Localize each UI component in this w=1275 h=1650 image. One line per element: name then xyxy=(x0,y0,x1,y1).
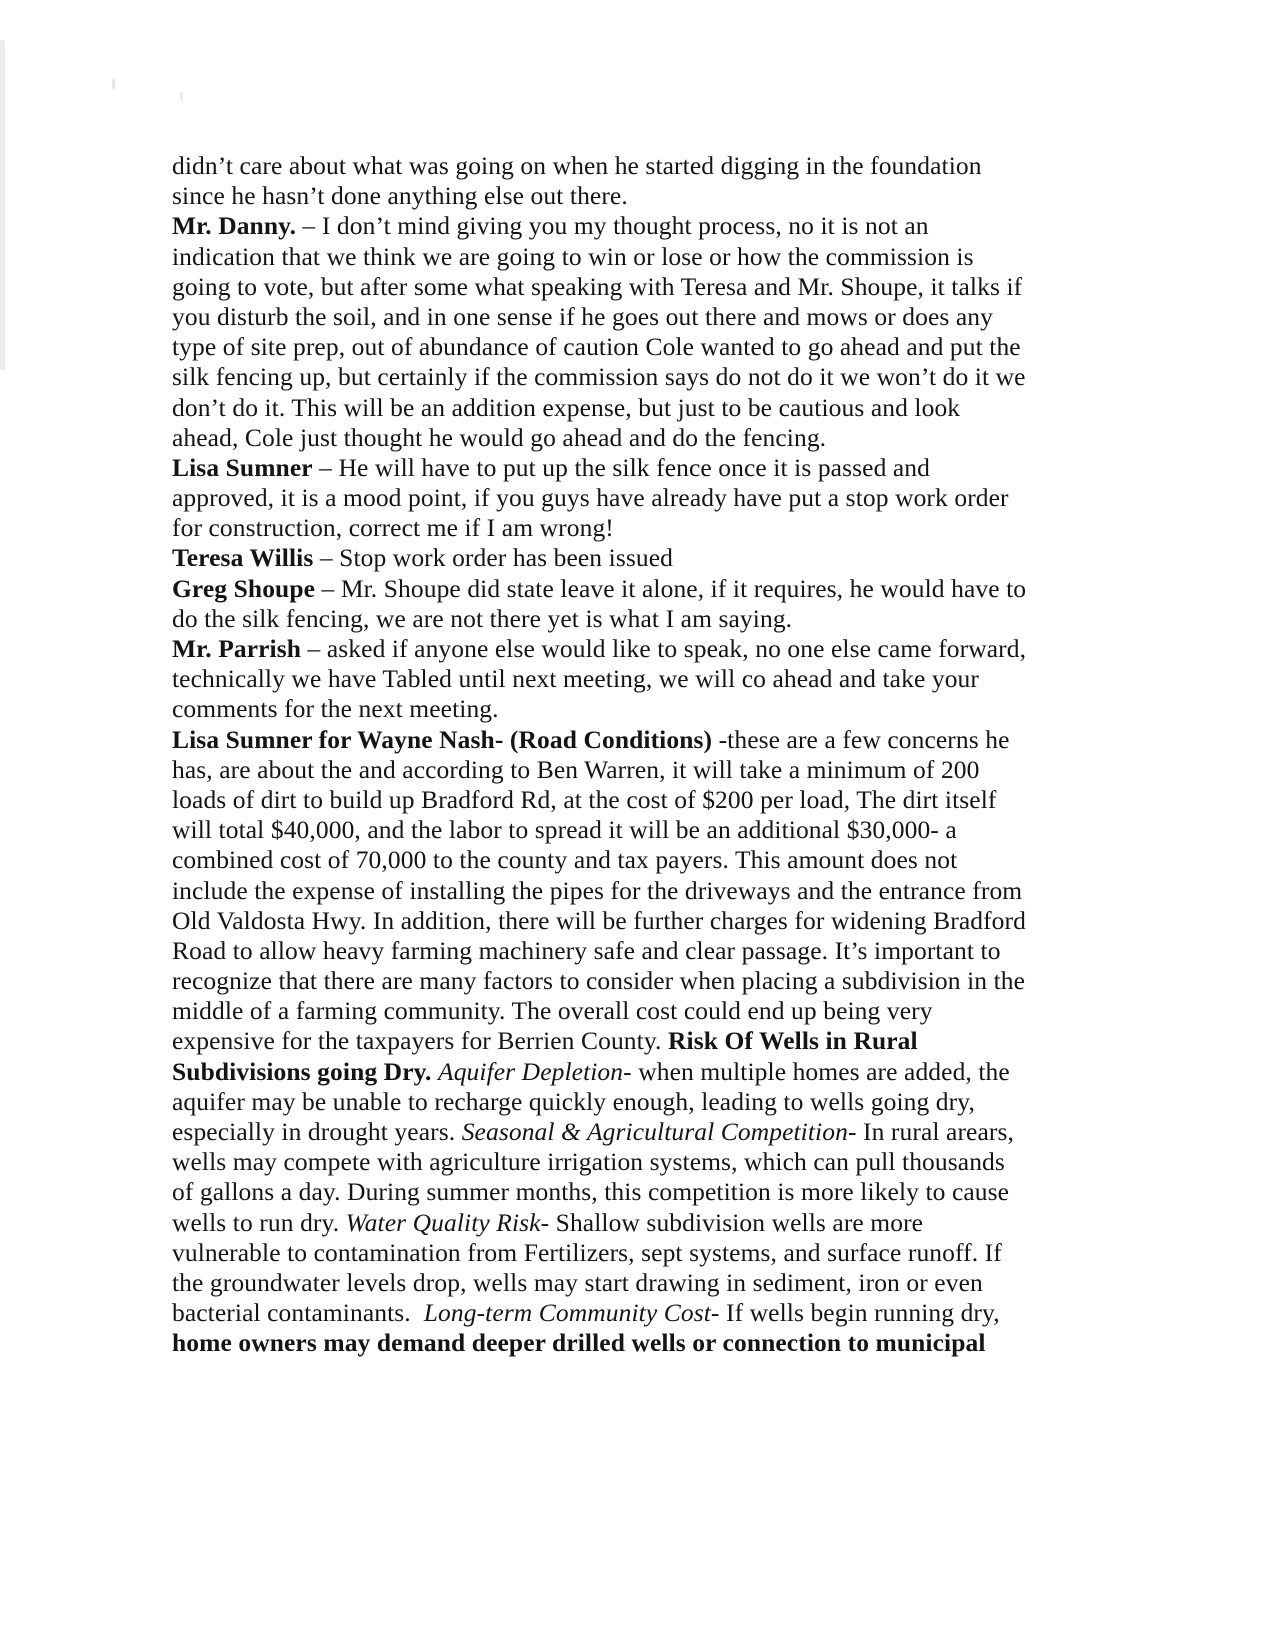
text-line xyxy=(172,1328,1147,1358)
text-run: include the expense of installing the pipes for the driveways and the entrance from xyxy=(172,875,1023,905)
text-line xyxy=(172,1177,1147,1207)
text-line xyxy=(172,876,1147,906)
text-run: especially in drought years. xyxy=(172,1117,462,1146)
text-run: – Stop work order has been issued xyxy=(313,543,673,573)
text-line xyxy=(172,755,1147,785)
text-run: – I don’t mind giving you my thought process, no it is not an xyxy=(296,211,929,241)
text-run: has, are about the and according to Ben Warren, it will take a minimum of 200 xyxy=(172,754,980,784)
text-run: don’t do it. This will be an addition expense, but just to be cautious and look xyxy=(172,392,961,422)
text-line xyxy=(172,181,1147,211)
text-run: vulnerable to contamination from Fertilizers, sept systems, and surface runoff. If xyxy=(172,1237,1002,1267)
text-run: combined cost of 70,000 to the county and tax payers. This amount does not xyxy=(172,845,958,875)
text-run: – asked if anyone else would like to speak, no one else came forward, xyxy=(301,634,1027,663)
text-line xyxy=(172,1298,1147,1328)
text-run: recognize that there are many factors to consider when placing a subdivision in the xyxy=(172,966,1026,996)
text-line xyxy=(172,1208,1147,1238)
text-run: Road to allow heavy farming machinery safe and clear passage. It’s important to xyxy=(172,935,1001,965)
text-line xyxy=(172,936,1147,966)
text-run: – He will have to put up the silk fence once it is passed and xyxy=(312,452,931,482)
text-run: Teresa Willis xyxy=(172,543,314,573)
text-line xyxy=(172,483,1147,513)
text-line xyxy=(172,634,1147,664)
text-run: wells to run dry. xyxy=(172,1207,346,1237)
text-run: Risk Of Wells in Rural xyxy=(668,1026,918,1056)
text-line xyxy=(172,543,1147,573)
text-line xyxy=(172,664,1147,694)
text-run: - If wells begin running dry, xyxy=(710,1298,1000,1328)
text-line xyxy=(172,1147,1147,1177)
text-line xyxy=(172,453,1147,483)
text-line xyxy=(172,362,1147,392)
text-run: going to vote, but after some what speaking with Teresa and Mr. Shoupe, it talks if xyxy=(172,271,1023,301)
text-run: - when multiple homes are added, the xyxy=(623,1056,1010,1086)
text-line xyxy=(172,845,1147,875)
text-line xyxy=(172,1268,1147,1298)
text-run: you disturb the soil, and in one sense if he goes out there and mows or does any xyxy=(172,301,994,331)
document-lines xyxy=(172,151,1147,1359)
text-line xyxy=(172,332,1147,362)
text-run: do the silk fencing, we are not there yet is what I am saying. xyxy=(172,603,793,633)
text-run: Water Quality Risk xyxy=(345,1207,541,1237)
text-run: - In rural arears, xyxy=(847,1117,1014,1146)
text-line xyxy=(172,211,1147,241)
text-run: loads of dirt to build up Bradford Rd, at the cost of $200 per load, The dirt itself xyxy=(172,784,997,814)
text-line xyxy=(172,513,1147,543)
scan-speck xyxy=(0,40,5,370)
text-line xyxy=(172,1117,1147,1147)
text-run: Lisa Sumner for Wayne Nash- (Road Conditions) xyxy=(172,724,713,754)
text-run: Subdivisions going Dry. xyxy=(172,1056,439,1086)
text-line xyxy=(172,1238,1147,1268)
text-line xyxy=(172,302,1147,332)
text-run: Aquifer Depletion xyxy=(438,1056,624,1086)
text-run: technically we have Tabled until next meeting, we will co ahead and take your xyxy=(172,664,979,694)
text-run: Greg Shoupe xyxy=(172,573,316,603)
text-run: expensive for the taxpayers for Berrien County. xyxy=(172,1026,668,1056)
text-line xyxy=(172,1026,1147,1056)
text-run: home owners may demand deeper drilled wells or connection to municipal xyxy=(172,1328,986,1358)
text-run: the groundwater levels drop, wells may start drawing in sediment, iron or even xyxy=(172,1267,983,1297)
text-line xyxy=(172,785,1147,815)
text-line xyxy=(172,1057,1147,1087)
text-line xyxy=(172,272,1147,302)
text-run: since he hasn’t done anything else out there. xyxy=(172,181,628,211)
text-run: middle of a farming community. The overall cost could end up being very xyxy=(172,996,933,1026)
text-run: indication that we think we are going to win or lose or how the commission is xyxy=(172,241,974,271)
text-line xyxy=(172,242,1147,272)
text-line xyxy=(172,725,1147,755)
scan-speck xyxy=(112,79,115,89)
text-run: wells may compete with agriculture irrigation systems, which can pull thousands xyxy=(172,1147,1005,1177)
text-run: for construction, correct me if I am wrong! xyxy=(172,513,614,543)
text-run: -these are a few concerns he xyxy=(712,724,1010,754)
text-run: type of site prep, out of abundance of caution Cole wanted to go ahead and put the xyxy=(172,332,1021,362)
text-run: approved, it is a mood point, if you guys have already have put a stop work order xyxy=(172,483,1009,513)
text-run: bacterial contaminants. xyxy=(172,1298,424,1328)
text-run: Seasonal & Agricultural Competition xyxy=(461,1117,848,1146)
text-line xyxy=(172,423,1147,453)
text-run: Long-term Community Cost xyxy=(423,1298,711,1328)
text-run: of gallons a day. During summer months, this competition is more likely to cause xyxy=(172,1177,1010,1207)
text-line xyxy=(172,966,1147,996)
text-run: Mr. Danny. xyxy=(172,211,297,241)
text-line xyxy=(172,151,1147,181)
scan-speck xyxy=(180,92,183,101)
text-line xyxy=(172,574,1147,604)
text-run: silk fencing up, but certainly if the commission says do not do it we won’t do it we xyxy=(172,362,1026,392)
text-run: - Shallow subdivision wells are more xyxy=(540,1207,924,1237)
text-run: Lisa Sumner xyxy=(172,452,313,482)
text-run: didn’t care about what was going on when he started digging in the foundation xyxy=(172,151,982,180)
text-line xyxy=(172,604,1147,634)
text-run: aquifer may be unable to recharge quickly enough, leading to wells going dry, xyxy=(172,1086,975,1116)
text-run: ahead, Cole just thought he would go ahead and do the fencing. xyxy=(172,422,827,452)
text-run: will total $40,000, and the labor to spread it will be an additional $30,000- a xyxy=(172,815,957,845)
text-line xyxy=(172,996,1147,1026)
text-line xyxy=(172,393,1147,423)
text-run: Old Valdosta Hwy. In addition, there will be further charges for widening Bradford xyxy=(172,905,1026,935)
text-run: Mr. Parrish xyxy=(172,634,302,663)
text-line xyxy=(172,815,1147,845)
text-line xyxy=(172,1087,1147,1117)
text-run: comments for the next meeting. xyxy=(172,694,499,724)
text-line xyxy=(172,906,1147,936)
text-run: – Mr. Shoupe did state leave it alone, if it requires, he would have to xyxy=(315,573,1027,603)
text-line xyxy=(172,694,1147,724)
